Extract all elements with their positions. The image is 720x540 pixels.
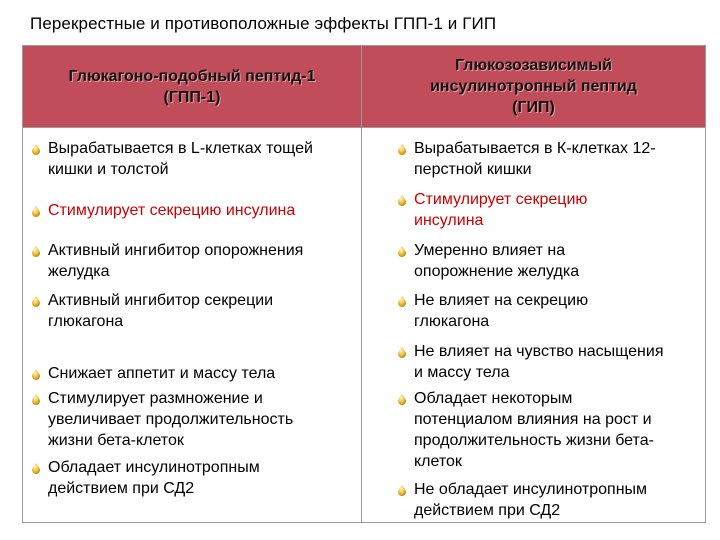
glp1-item-beta-line2: увеличивает продолжительность [48,411,294,428]
header-gip [362,46,705,127]
gip-item-glucagon-line2: глюкагона [414,313,490,330]
bullet-icon [30,393,42,405]
gip-item-satiety-line1: Не влияет на чувство насыщения [414,343,664,360]
gip-item-insulin-line1: Стимулирует секрецию [414,191,588,208]
glp1-item-gastric-line2: желудка [48,263,110,280]
header-glp1-line2: (ГПП-1) [163,88,221,106]
bullet-icon [30,295,42,307]
bullet-icon [396,295,408,307]
gip-item-beta-line3: продолжительность жизни бета- [414,432,654,449]
glp1-item-origin [30,138,350,180]
glp1-item-glucagon-line2: глюкагона [48,313,124,330]
glp1-item-glucagon [30,290,350,332]
gip-item-origin [396,138,701,180]
gip-item-insulinotropic [396,479,701,521]
bullet-icon [30,462,42,474]
gip-item-gastric [396,240,701,282]
glp1-item-glucagon-line1: Активный ингибитор секреции [48,292,274,309]
glp1-item-appetite [30,363,350,384]
gip-item-origin-line2: перстной кишки [414,161,532,178]
bullet-icon [30,205,42,217]
glp1-item-insulinotropic [30,457,350,499]
bullet-icon [396,143,408,155]
gip-item-satiety [396,341,701,383]
gip-item-insulin [396,189,701,231]
gip-item-beta-cells [396,388,701,472]
gip-item-insulin-line2: инсулина [414,212,484,229]
header-gip-line3: (ГИП) [512,99,555,116]
bullet-icon [396,245,408,257]
gip-item-insulinotropic-line1: Не обладает инсулинотропным [414,481,648,498]
gip-item-beta-line2: потенциалом влияния на рост и [414,411,652,428]
glp1-item-gastric [30,240,350,282]
gip-item-gastric-line1: Умеренно влияет на [414,242,566,259]
bullet-icon [30,368,42,380]
gip-item-insulinotropic-line2: действием при СД2 [414,502,561,519]
gip-item-glucagon-line1: Не влияет на секрецию [414,292,589,309]
bullet-icon [396,346,408,358]
glp1-item-beta-line3: жизни бета-клеток [48,432,184,449]
gip-item-origin-line1: Вырабатывается в К-клетках 12- [414,140,656,157]
header-divider [22,127,706,128]
gip-item-gastric-line2: опорожнение желудка [414,263,580,280]
bullet-icon [30,245,42,257]
page-title: Перекрестные и противоположные эффекты ГПП-1 и ГИП [30,14,497,33]
header-glp1-line1: Глюкагоно-подобный пептид-1 [68,67,316,85]
gip-item-satiety-line2: и массу тела [414,364,510,381]
glp1-item-insulin-text: Стимулирует секрецию инсулина [48,202,296,219]
bullet-icon [396,393,408,405]
glp1-item-gastric-line1: Активный ингибитор опорожнения [48,242,304,259]
bullet-icon [30,143,42,155]
gip-item-beta-line1: Обладает некоторым [414,390,573,407]
header-gip-line1: Глюкозозависимый [455,57,612,74]
glp1-item-appetite-text: Снижает аппетит и массу тела [48,365,276,382]
glp1-item-insulin [30,200,350,221]
glp1-item-beta-cells [30,388,350,451]
glp1-item-insulinotropic-line2: действием при СД2 [48,480,195,497]
glp1-item-origin-line1: Вырабатывается в L-клетках тощей [48,140,313,157]
bullet-icon [396,484,408,496]
glp1-item-insulinotropic-line1: Обладает инсулинотропным [48,459,260,476]
bullet-icon [396,194,408,206]
header-gip-line2: инсулинотропный пептид [430,78,637,95]
glp1-item-beta-line1: Стимулирует размножение и [48,390,263,407]
gip-item-glucagon [396,290,701,332]
header-glp1 [23,46,361,127]
gip-item-beta-line4: клеток [414,453,462,470]
glp1-item-origin-line2: кишки и толстой [48,161,169,178]
